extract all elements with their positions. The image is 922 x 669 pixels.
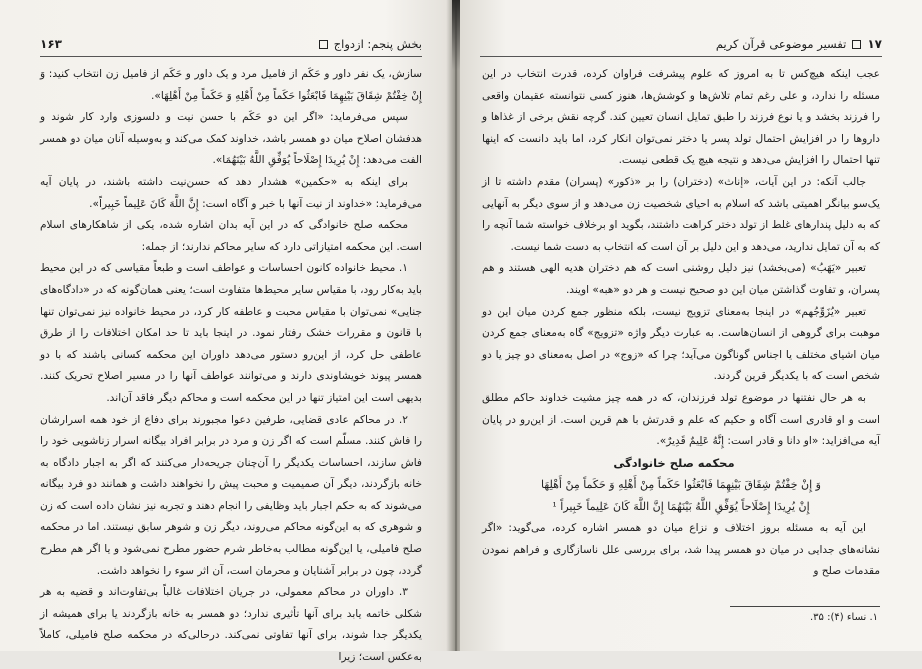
paragraph: ۱. محیط خانواده کانون احساسات و عواطف است و طبعاً مقیاسی که در این محیط باید به‌کار رود، با مقیاس سایر محیط‌ها متفاوت است؛ یعنی همان‌گونه که در «دادگاه‌های جنایی» نمی‌توان با مقیاس محبت و عاطفه کار کرد، در محیط خانواده نیز نمی‌توان تنها با قانون و مقررات خشک رفتار نمود. در اینجا باید تا حد امکان اختلافات را از طرق عاطفی حل کرد، از این‌رو دستور می‌دهد داوران این محکمه کسانی باشند که با دو همسر پیوند خویشاوندی دارند و می‌توانند عواطف آنها را در مسیر اصلاح تحریک کنند. بدیهی است این امتیاز تنها در این محکمه است و محاکم دیگر فاقد آن‌اند. bbox=[40, 262, 422, 404]
left-page-header bbox=[40, 34, 422, 54]
left-header-title-group bbox=[319, 37, 422, 51]
square-ornament-icon bbox=[319, 40, 328, 49]
right-header-number-group bbox=[716, 37, 882, 51]
left-page-body bbox=[40, 64, 422, 669]
paragraph: محکمه صلح خانوادگی که در این آیه بدان اشاره شده، یکی از شاهکارهای اسلام است. این محکمه امتیازاتی دارد که سایر محاکم ندارند؛ از جمله: bbox=[40, 219, 422, 253]
right-page-number: ۱۷ bbox=[867, 37, 882, 51]
header-rule bbox=[480, 56, 882, 57]
left-page bbox=[0, 0, 452, 664]
paragraph: این آیه به مسئله بروز اختلاف و نزاع میان دو همسر اشاره کرده، می‌گوید: «اگر نشانه‌های جدایی در میان دو همسر پیدا شد، برای بررسی علل ناسازگاری و فراهم نمودن مقدمات صلح و bbox=[482, 522, 880, 578]
paragraph: ۳. داوران در محاکم معمولی، در جریان اختلافات غالباً بی‌تفاوت‌اند و قضیه به هر شکلی خاتمه یابد برای آنها تأثیری ندارد؛ دو همسر به خانه بازگردند یا برای همیشه از یکدیگر جدا شوند، برای آنها تفاوتی نمی‌کند. درحالی‌که در محکمه صلح فامیلی، کاملاً به‌عکس است؛ زیرا bbox=[40, 586, 422, 664]
paragraph: تعبیر «یَهَبُ» (می‌بخشد) نیز دلیل روشنی است که هم دختران هدیه الهی هستند و هم پسران، و تفاوت گذاشتن میان این دو صحیح نیست و هر دو «هبه» اویند. bbox=[482, 262, 880, 296]
footnote: ۱. نساء (۴): ۳۵. bbox=[809, 612, 878, 623]
paragraph: تعبیر «یُزَوِّجُهم» در اینجا به‌معنای تزویج نیست، بلکه منظور جمع کردن میان این دو موهبت برای گروهی از انسان‌هاست. به عبارت دیگر واژه «تزویج» گاه به‌معنای جمع کردن میان اشیای مختلف یا اجناس گوناگون می‌آید؛ چرا که «زوج» در اصل به‌معنای دو چیز یا دو شخص است که با یکدیگر قرین گردند. bbox=[482, 305, 880, 383]
section-heading: محکمه صلح خانوادگی bbox=[613, 455, 735, 470]
paragraph: عجب اینکه هیچ‌کس تا به امروز که علوم پیشرفت فراوان کرده، قدرت انتخاب در این مسئله را ندارد، و علی رغم تمام تلاش‌ها و کوشش‌ها، هنوز کسی نتوانسته عقیمان واقعی را فرزند بخشد و یا نوع فرزند را طبق تمایل انسان تعیین کند. گرچه نقش برخی از غذاها و داروها را در افزایش احتمال تولد پسر یا دختر نمی‌توان انکار کرد، اما باید دانست که اینها تنها احتمال را افزایش می‌دهد و نتیجه هیچ یک قطعی نیست. bbox=[482, 68, 880, 167]
footnote-rule bbox=[730, 606, 880, 607]
header-rule bbox=[40, 56, 422, 57]
left-header-title: بخش پنجم: ازدواج bbox=[333, 37, 422, 51]
right-page-header bbox=[480, 34, 882, 54]
paragraph: سپس می‌فرماید: «اگر این دو حَکَم با حسن نیت و دلسوزی وارد کار شوند و هدفشان اصلاح میان دو همسر باشد، خداوند کمک می‌کند و به‌وسیله آنان میان دو همسر الفت می‌دهد: إِنْ يُرِيدَا إِصْلَاحاً يُوَفِّقِ اللَّهُ بَيْنَهُمَا». bbox=[40, 111, 422, 167]
paragraph: به هر حال نفتنها در موضوع تولد فرزندان، که در همه چیز مشیت خداوند حاکم مطلق است و او قادری است آگاه و حکیم که علم و قدرتش با هم قرین است. از این‌رو در پایان آیه می‌افزاید: «او دانا و قادر است: إِنَّهُ عَلِيمٌ قَدِيرٌ». bbox=[482, 391, 880, 448]
paragraph: برای اینکه به «حکمین» هشدار دهد که حسن‌نیت داشته باشند، در پایان آیه می‌فرماید: «خداوند از نیت آنها با خبر و آگاه است: إِنَّ اللَّهَ كَانَ عَلِيماً خَبِيراً». bbox=[40, 175, 422, 210]
right-page-body bbox=[482, 64, 880, 583]
paragraph: سازش، یک نفر داور و حَکَم از فامیل مرد و یک داور و حَکَم از فامیل زن انتخاب کنید: وَ إِنْ خِفْتُمْ شِقَاقَ بَيْنِهِمَا فَابْعَثُوا حَكَماً مِنْ أَهْلِهِ وَ حَكَماً مِنْ أَهْلِهَا». bbox=[40, 68, 422, 102]
binding-shadow bbox=[452, 0, 460, 70]
quran-verse-line: وَ إِنْ خِفْتُمْ شِقَاقَ بَيْنِهِمَا فَابْعَثُوا حَكَماً مِنْ أَهْلِهِ وَ حَكَماً مِنْ أَهْلِهَا bbox=[541, 478, 821, 492]
left-page-number: ۱۶۳ bbox=[40, 37, 62, 51]
square-ornament-icon bbox=[852, 40, 861, 49]
paragraph: جالب آنکه: در این آیات، «إناث» (دختران) را بر «ذکور» (پسران) مقدم داشته تا از یک‌سو بیانگر اهمیتی باشد که اسلام به احیای شخصیت زن می‌دهد و از سوی دیگر به آنهایی که به دلیل پندارهای غلط از تولد دختر کراهت داشتند، بگوید او برخلاف خواسته شما آنچه را که به آن تمایل ندارید، می‌دهد و این دلیل بر آن است که انتخاب به دست شما نیست. bbox=[482, 175, 880, 253]
quran-verse-line: إِنْ يُرِيدَا إِصْلَاحاً يُوَفِّقِ اللَّهُ بَيْنَهُمَا إِنَّ اللَّهَ كَانَ عَلِيماً خَبِيراً ¹ bbox=[552, 500, 810, 514]
right-header-title: تفسیر موضوعی قرآن کریم bbox=[715, 37, 847, 51]
paragraph: ۲. در محاکم عادی قضایی، طرفین دعوا مجبورند برای دفاع از خود همه اسرارشان را فاش کنند. مسلّم است که اگر زن و مرد در برابر افراد بیگانه اسرار زناشویی خود را فاش سازند، احساسات یکدیگر را آن‌چنان جریحه‌دار می‌کنند که اگر به اجبار دادگاه به خانه بازگردند، دیگر آن صمیمیت و محبت پیش را نخواهند داشت و همانند دو فرد بیگانه می‌شوند که به حکم اجبار باید وظایفی را انجام دهند و تجربه نیز نشان داده است که زن و شوهری که به این‌گونه محاکم می‌روند، دیگر زن و شوهر سابق نیستند. اما در محکمه صلح فامیلی، یا این‌گونه مطالب به‌خاطر شرم حضور مطرح نمی‌شود و یا اگر هم مطرح گردد، چون در برابر آشنایان و محرمان است، آن اثر سوء را نخواهد داشت. bbox=[40, 413, 422, 577]
right-page bbox=[460, 0, 922, 651]
